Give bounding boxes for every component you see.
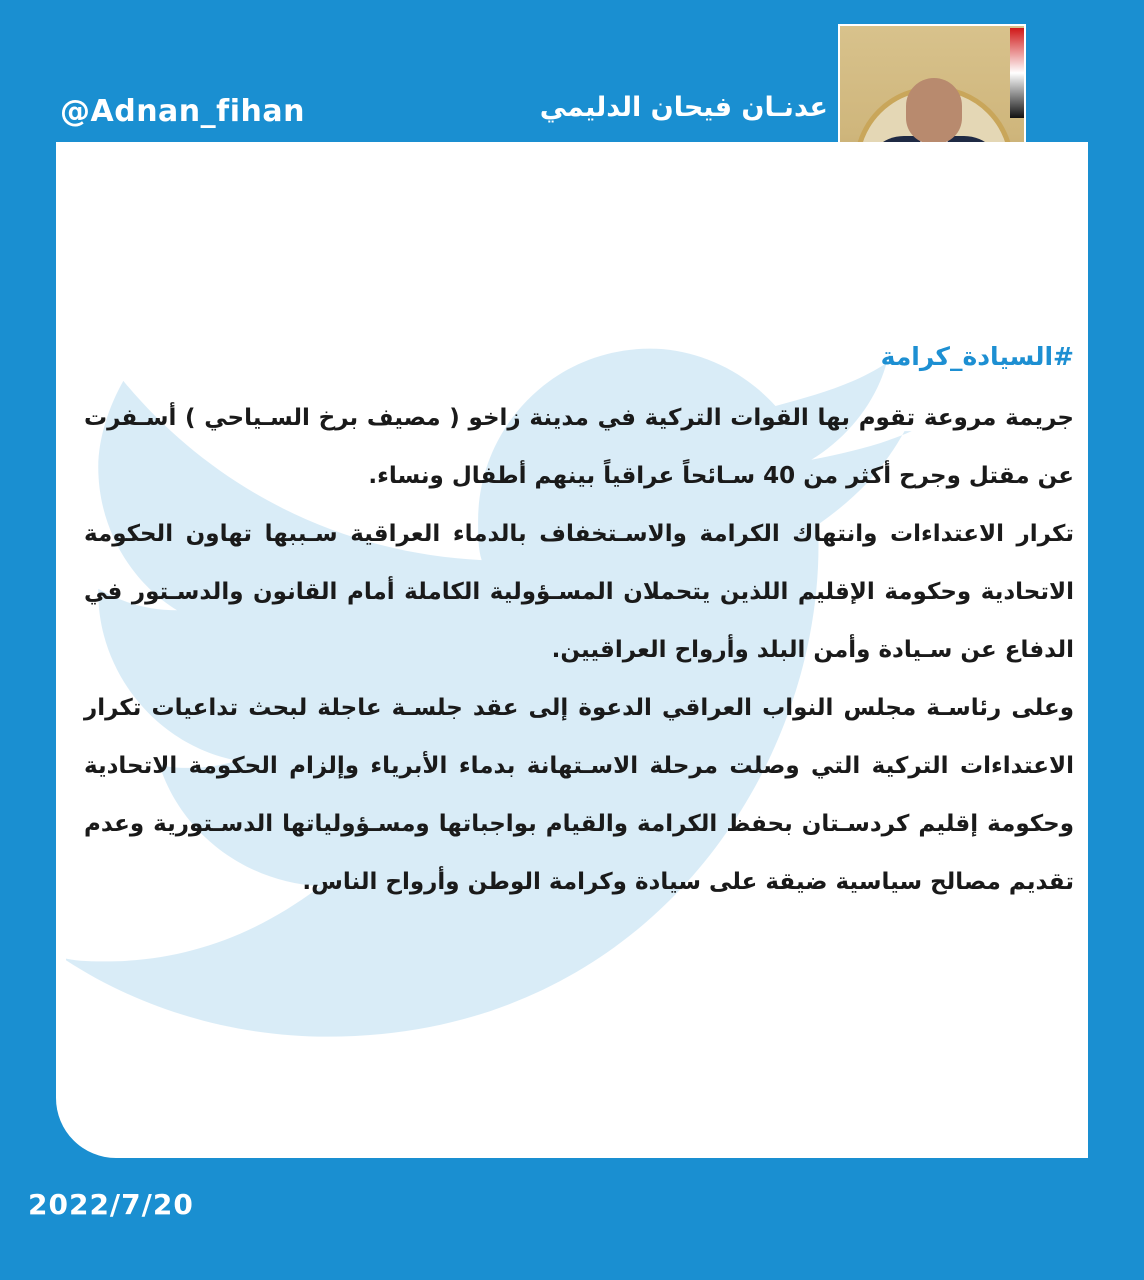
post-paragraph-3: وعلى رئاسـة مجلس النواب العراقي الدعوة إلى عقد جلسـة عاجلة لبحث تداعيات تكرار الاعتداءات التركية التي وصلت مرحلة الاسـتهانة بدماء الأبرياء وإلزام الحكومة الاتحادية وحكومة إقليم كردسـتان بحفظ الكرامة والقيام بواجباتها ومسـؤولياتها الدسـتورية وعدم تقديم مصالح سياسية ضيقة على سيادة وكرامة الوطن وأرواح الناس. [84,695,1074,895]
post-paragraph-2: تكرار الاعتداءات وانتهاك الكرامة والاسـتخفاف بالدماء العراقية سـببها تهاون الحكومة الاتحادية وحكومة الإقليم اللذين يتحملان المسـؤولية الكاملة أمام القانون والدسـتور في الدفاع عن سـيادة وأمن البلد وأرواح العراقيين. [84,521,1074,663]
author-name: عدنـان فيحان الدليمي [539,92,828,123]
twitter-handle: @Adnan_fihan [60,94,305,129]
post-content [84,335,1074,911]
post-date: 2022/7/20 [28,1188,194,1221]
hashtag-link[interactable]: #السيادة_كرامة [880,342,1074,371]
head-shape [906,78,962,144]
post-paragraph-1: جريمة مروعة تقوم بها القوات التركية في مدينة زاخو ( مصيف برخ السـياحي ) أسـفرت عن مقتل وجرح أكثر من 40 سـائحاً عراقياً بينهم أطفال ونساء. [84,405,1074,489]
iraq-flag-icon [1010,28,1026,118]
